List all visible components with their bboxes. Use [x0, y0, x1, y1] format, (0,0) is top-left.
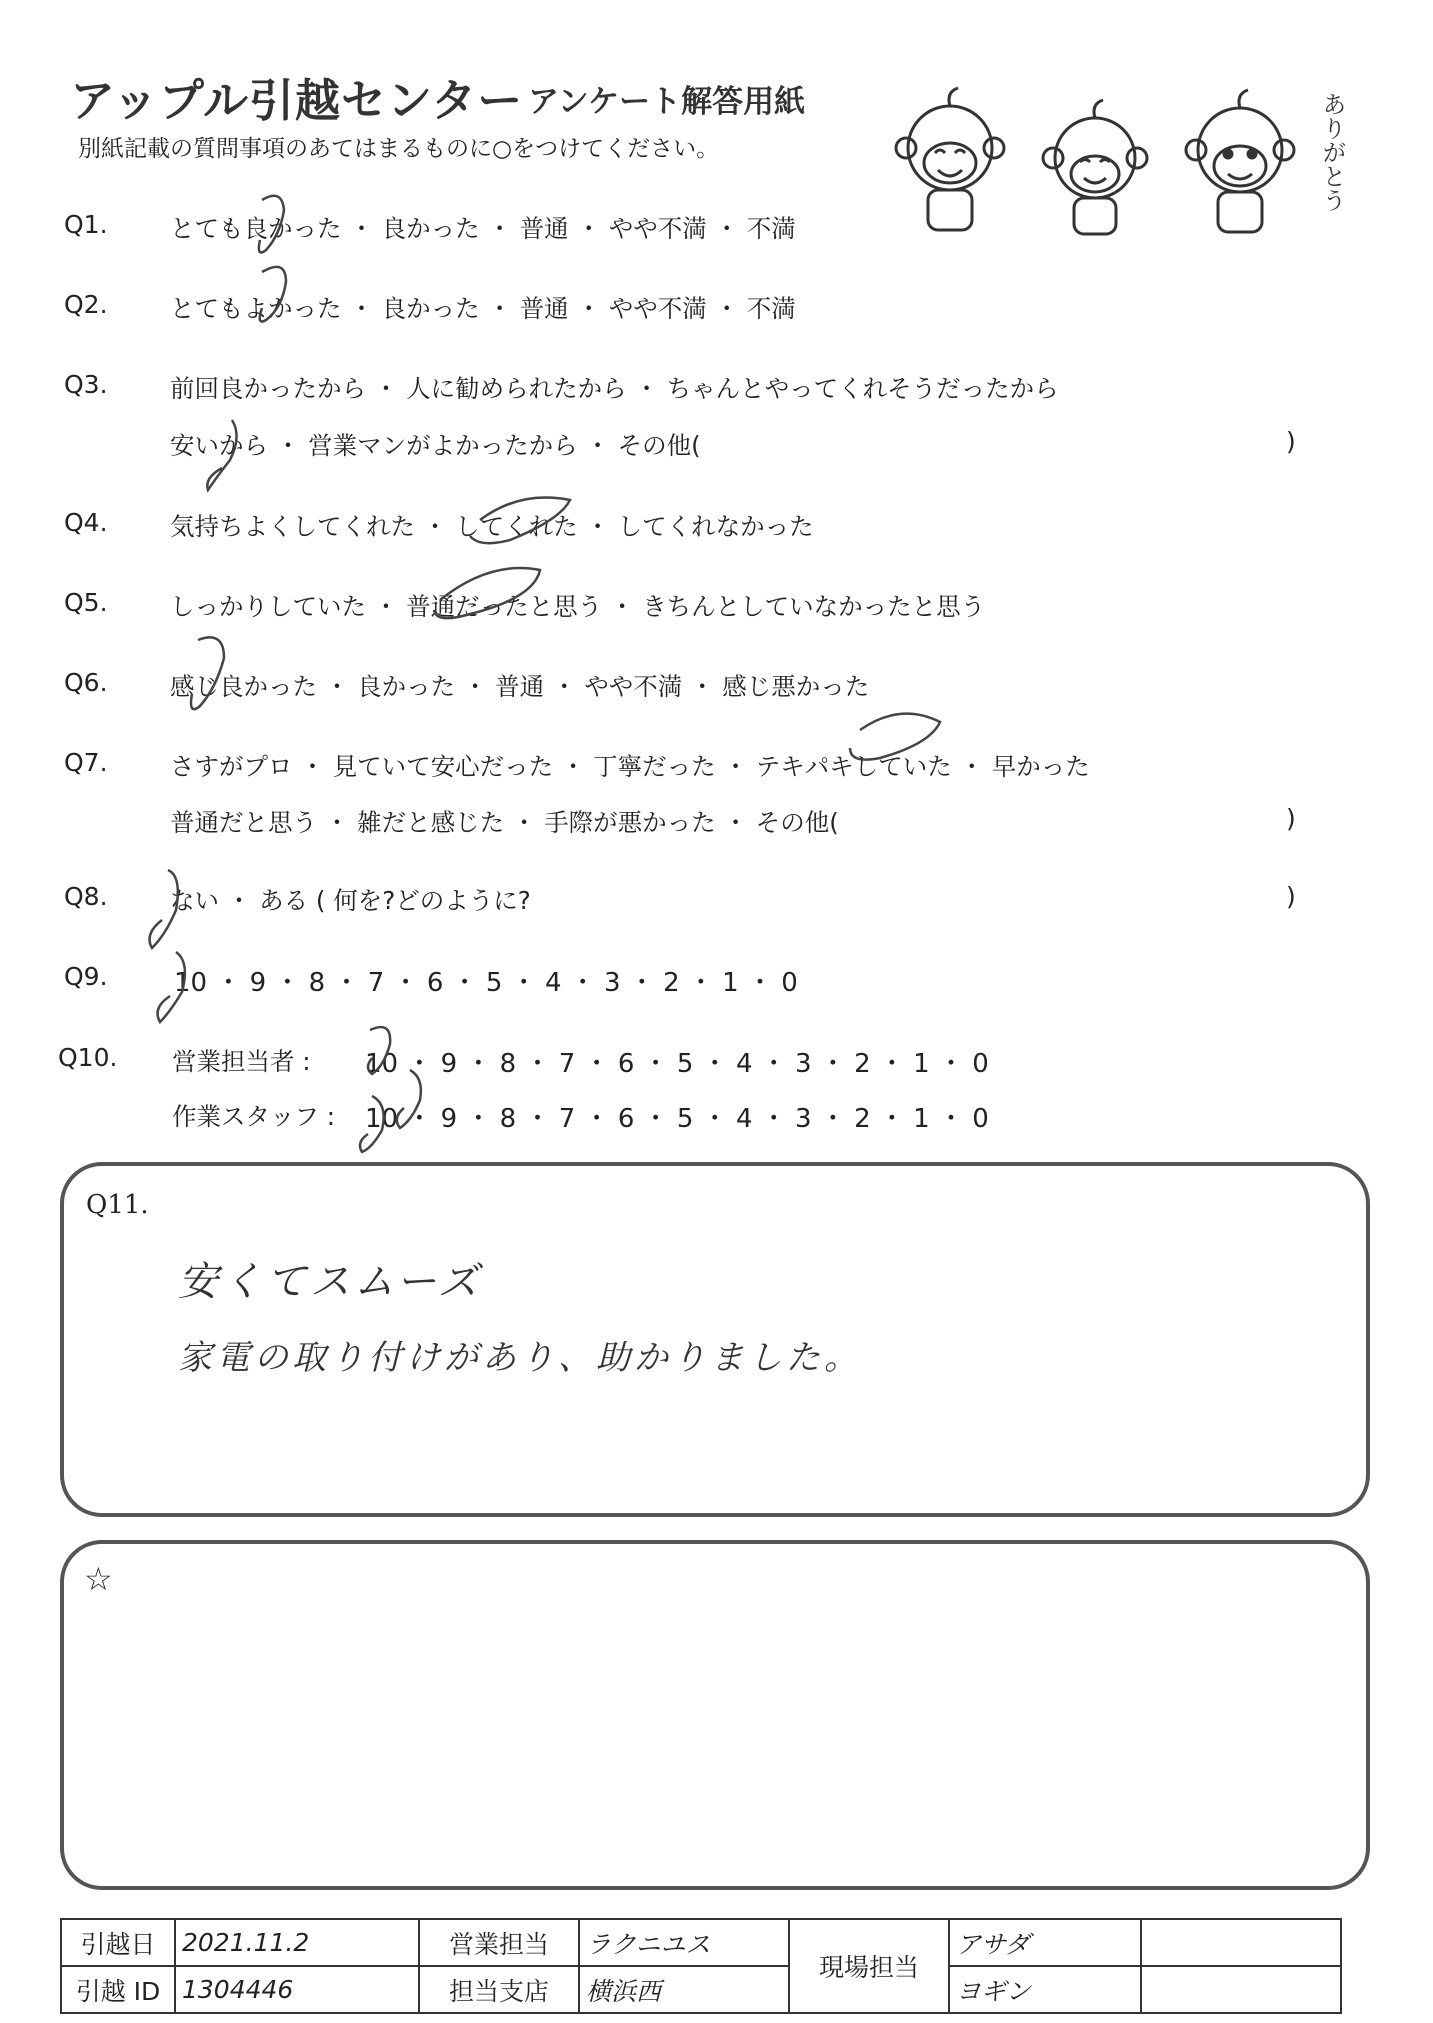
- instruction-text: 別紙記載の質問事項のあてはまるものに○をつけてください。: [78, 136, 720, 162]
- move-date-value: 2021.11.2: [175, 1919, 419, 1966]
- site-rep-value-1: アサダ: [949, 1919, 1141, 1966]
- move-date-label: 引越日: [61, 1919, 175, 1966]
- sales-rating-label: 営業担当者 :: [172, 1047, 311, 1076]
- question-options: 前回良かったから ・ 人に勧められたから ・ ちゃんとやってくれそうだったから: [170, 374, 1059, 403]
- move-id-label: 引越 ID: [61, 1966, 175, 2013]
- question-options: しっかりしていた ・ 普通だったと思う ・ きちんとしていなかったと思う: [170, 592, 986, 621]
- sales-rep-label: 営業担当: [419, 1919, 579, 1966]
- question-number: Q4.: [64, 508, 108, 537]
- question-options: 気持ちよくしてくれた ・ してくれた ・ してくれなかった: [170, 512, 814, 541]
- branch-value: 横浜西: [579, 1966, 789, 2013]
- question-number: Q9.: [64, 962, 108, 991]
- site-rep-label: 現場担当: [789, 1919, 949, 2013]
- rating-scale: 10 ・ 9 ・ 8 ・ 7 ・ 6 ・ 5 ・ 4 ・ 3 ・ 2 ・ 1 ・ 0: [174, 968, 798, 998]
- monkey-icon: [896, 88, 1004, 230]
- question-options: 感じ良かった ・ 良かった ・ 普通 ・ やや不満 ・ 感じ悪かった: [170, 672, 870, 701]
- monkey-icon: [1186, 90, 1294, 232]
- footer-blank-cell: [1141, 1919, 1341, 1966]
- question-options: とても良かった ・ 良かった ・ 普通 ・ やや不満 ・ 不満: [170, 214, 796, 243]
- question-options: 普通だと思う ・ 雑だと感じた ・ 手際が悪かった ・ その他(: [170, 808, 839, 837]
- footer-info-table: [60, 1918, 1342, 2014]
- closing-paren: ): [1286, 804, 1296, 833]
- question-number: Q1.: [64, 210, 108, 239]
- free-comment-box: [60, 1540, 1370, 1890]
- monkey-icon: [1043, 100, 1147, 234]
- footer-blank-cell: [1141, 1966, 1341, 2013]
- staff-rating-scale: 10 ・ 9 ・ 8 ・ 7 ・ 6 ・ 5 ・ 4 ・ 3 ・ 2 ・ 1 ・ 0: [365, 1104, 989, 1134]
- q11-label: Q11.: [86, 1190, 149, 1220]
- site-rep-value-2: ヨギン: [949, 1966, 1141, 2013]
- question-number: Q8.: [64, 882, 108, 911]
- question-number: Q2.: [64, 290, 108, 319]
- question-number: Q5.: [64, 588, 108, 617]
- question-options: さすがプロ ・ 見ていて安心だった ・ 丁寧だった ・ テキパキしていた ・ 早かった: [170, 752, 1090, 781]
- sales-rating-scale: 10 ・ 9 ・ 8 ・ 7 ・ 6 ・ 5 ・ 4 ・ 3 ・ 2 ・ 1 ・ 0: [365, 1049, 989, 1079]
- mascot-caption: ありがとう: [1318, 92, 1346, 212]
- q11-answer-line2: 家電の取り付けがあり、助かりました。: [178, 1338, 862, 1378]
- closing-paren: ): [1286, 882, 1296, 911]
- mascot-illustration: [890, 78, 1330, 248]
- star-label: ☆: [84, 1560, 113, 1598]
- closing-paren: ): [1286, 427, 1296, 456]
- sales-rep-value: ラクニユス: [579, 1919, 789, 1966]
- question-options: ない ・ ある ( 何を?どのように?: [170, 886, 531, 915]
- form-title: アンケート解答用紙: [528, 84, 806, 120]
- company-title: アップル引越センター: [70, 74, 524, 127]
- branch-label: 担当支店: [419, 1966, 579, 2013]
- question-number: Q10.: [58, 1043, 118, 1072]
- question-number: Q3.: [64, 370, 108, 399]
- question-number: Q6.: [64, 668, 108, 697]
- move-id-value: 1304446: [175, 1966, 419, 2013]
- q11-answer-line1: 安くてスムーズ: [178, 1259, 482, 1305]
- question-options: とてもよかった ・ 良かった ・ 普通 ・ やや不満 ・ 不満: [170, 294, 796, 323]
- question-options: 安いから ・ 営業マンがよかったから ・ その他(: [170, 431, 701, 460]
- question-number: Q7.: [64, 748, 108, 777]
- staff-rating-label: 作業スタッフ :: [172, 1102, 336, 1131]
